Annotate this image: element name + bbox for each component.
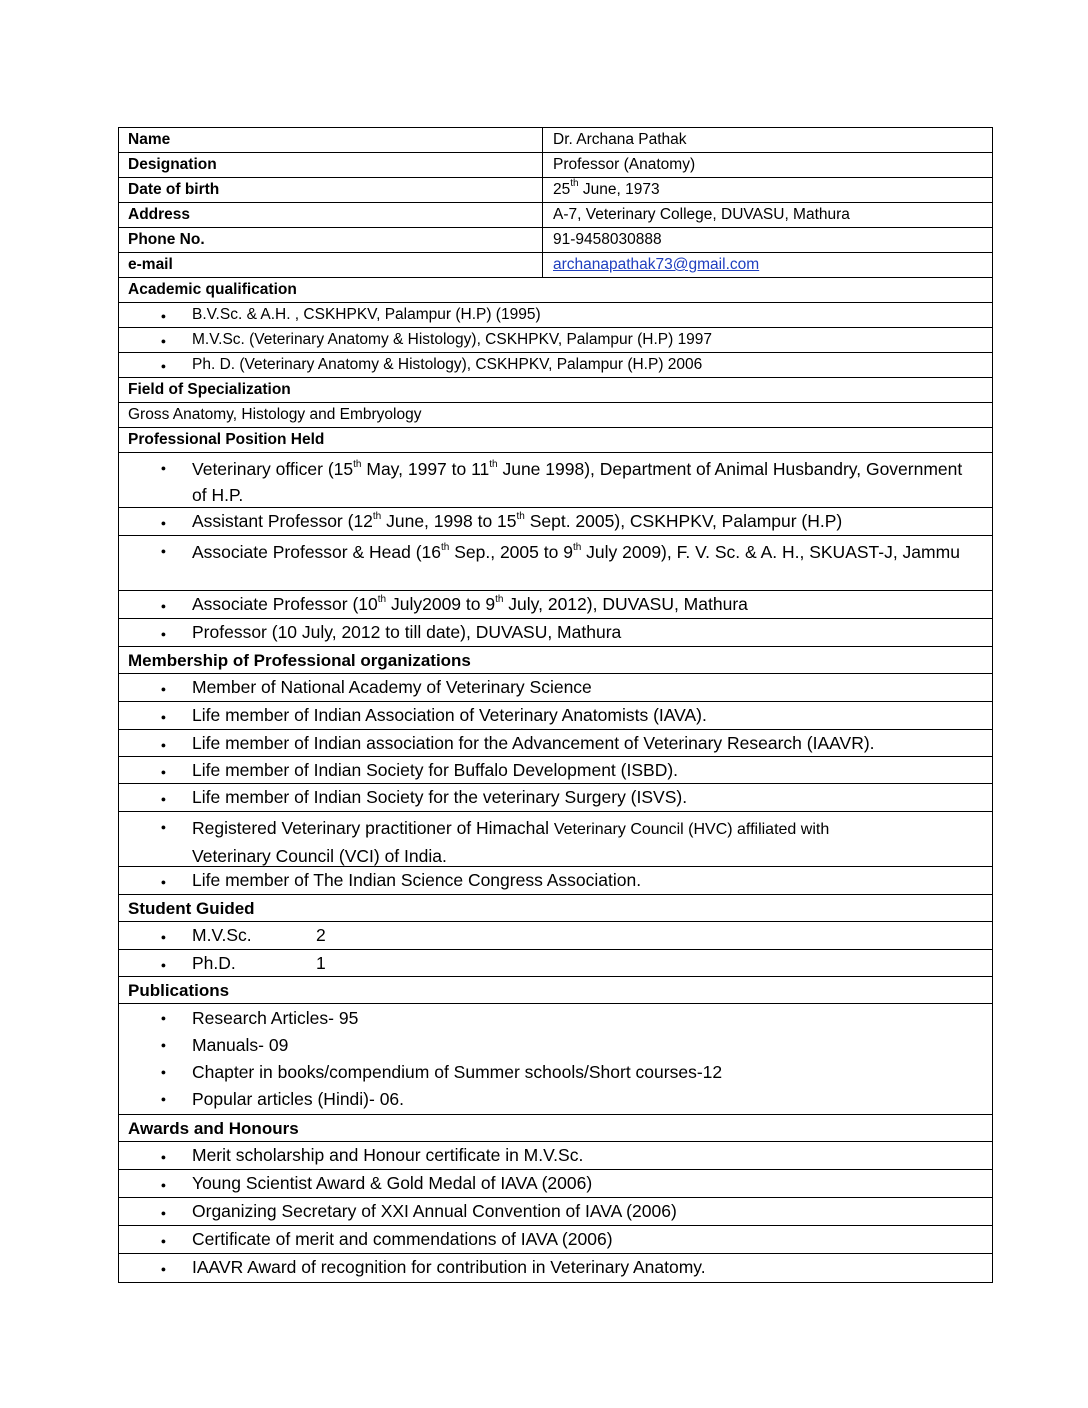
address-value: A-7, Veterinary College, DUVASU, Mathura (553, 206, 850, 223)
phone-label: Phone No. (119, 228, 543, 252)
bullet-icon (119, 456, 192, 481)
publications-list (119, 1004, 993, 1115)
list-item: Popular articles (Hindi)- 06. (192, 1089, 405, 1109)
bullet-icon (119, 1173, 192, 1198)
specialization-heading: Field of Specialization (119, 378, 993, 403)
email-row (119, 253, 993, 278)
list-item: ● Life member of Indian Society for Buffalo Development (ISBD). (119, 757, 993, 784)
bullet-icon (119, 539, 192, 564)
bullet-icon (119, 733, 192, 758)
list-item: Chapter in books/compendium of Summer schools/Short courses-12 (192, 1062, 723, 1082)
list-item: ● Associate Professor (10th July2009 to 9th July, 2012), DUVASU, Mathura (119, 591, 993, 619)
email-value (543, 253, 992, 277)
phone-value: 91-9458030888 (553, 231, 662, 248)
name-value: Dr. Archana Pathak (553, 131, 687, 148)
list-item: ● Life member of Indian Society for the veterinary Surgery (ISVS). (119, 784, 993, 812)
list-item: ● Certificate of merit and commendations of IAVA (2006) (119, 1226, 993, 1254)
bullet-icon: ● (160, 1067, 167, 1077)
bullet-icon (119, 1201, 192, 1226)
phone-row (119, 228, 993, 253)
list-item: ● Merit scholarship and Honour certificate in M.V.Sc. (119, 1142, 993, 1170)
awards-heading: Awards and Honours (119, 1115, 993, 1142)
list-item: ● IAAVR Award of recognition for contribution in Veterinary Anatomy. (119, 1254, 993, 1283)
dob-day: 25 (553, 181, 571, 198)
publications-heading: Publications (119, 977, 993, 1004)
list-item: ● Assistant Professor (12th June, 1998 to 15th Sept. 2005), CSKHPKV, Palampur (H.P) (119, 508, 993, 536)
list-item: ● Member of National Academy of Veterinary Science (119, 674, 993, 702)
academic-heading: Academic qualification (119, 278, 993, 303)
dob-rest: June, 1973 (578, 181, 660, 198)
email-link[interactable]: archanapathak73@gmail.com (553, 256, 760, 273)
list-item: ● M.V.Sc. 2 (119, 922, 993, 950)
dob-sup: th (570, 178, 579, 189)
bullet-icon (119, 870, 192, 895)
designation-row (119, 153, 993, 178)
bullet-icon (119, 1229, 192, 1254)
bullet-icon (119, 925, 192, 950)
name-row (119, 128, 993, 153)
list-item: ● B.V.Sc. & A.H. , CSKHPKV, Palampur (H.P) (1995) (119, 303, 993, 328)
bullet-icon (119, 705, 192, 730)
bullet-icon (119, 1257, 192, 1282)
bullet-icon: ● (160, 1040, 167, 1050)
bullet-icon (119, 622, 192, 647)
bullet-icon (119, 787, 192, 812)
bullet-icon (119, 953, 192, 978)
students-heading: Student Guided (119, 895, 993, 922)
bullet-icon (119, 1145, 192, 1170)
bullet-icon: ● (160, 1013, 167, 1023)
list-item: ● Life member of Indian Association of Veterinary Anatomists (IAVA). (119, 702, 993, 730)
list-item: ● Organizing Secretary of XXI Annual Convention of IAVA (2006) (119, 1198, 993, 1226)
list-item: ● Life member of Indian association for the Advancement of Veterinary Research (IAAVR). (119, 730, 993, 757)
list-item: ● Associate Professor & Head (16th Sep., 2005 to 9th July 2009), F. V. Sc. & A. H., SKUAST-J, Jammu (119, 536, 993, 591)
email-label: e-mail (119, 253, 543, 277)
cv-table (118, 127, 993, 1283)
bullet-icon (119, 815, 192, 840)
list-item: ● Ph.D. 1 (119, 950, 993, 977)
bullet-icon (119, 356, 192, 379)
bullet-icon: ● (160, 1094, 167, 1104)
dob-row (119, 178, 993, 203)
designation-label: Designation (119, 153, 543, 177)
list-item: ● M.V.Sc. (Veterinary Anatomy & Histology), CSKHPKV, Palampur (H.P) 1997 (119, 328, 993, 353)
bullet-icon (119, 677, 192, 702)
bullet-icon (119, 306, 192, 329)
specialization-value: Gross Anatomy, Histology and Embryology (119, 403, 993, 428)
list-item: ● Ph. D. (Veterinary Anatomy & Histology), CSKHPKV, Palampur (H.P) 2006 (119, 353, 993, 378)
list-item: ● Registered Veterinary practitioner of Himachal Veterinary Council (HVC) affiliated with Veterinary Council (VCI) of India. (119, 812, 993, 867)
address-label: Address (119, 203, 543, 227)
list-item: Research Articles- 95 (192, 1008, 359, 1028)
list-item: ● Young Scientist Award & Gold Medal of IAVA (2006) (119, 1170, 993, 1198)
positions-heading: Professional Position Held (119, 428, 993, 453)
list-item: ● Veterinary officer (15th May, 1997 to 11th June 1998), Department of Animal Husbandry, Government of H.P. (119, 453, 993, 508)
membership-heading: Membership of Professional organizations (119, 647, 993, 674)
list-item: ● Life member of The Indian Science Congress Association. (119, 867, 993, 895)
dob-label: Date of birth (119, 178, 543, 202)
bullet-icon (119, 594, 192, 619)
list-item: ● Professor (10 July, 2012 to till date), DUVASU, Mathura (119, 619, 993, 647)
bullet-icon (119, 1005, 192, 1113)
dob-value (543, 178, 992, 202)
list-item: Manuals- 09 (192, 1035, 289, 1055)
bullet-icon (119, 760, 192, 785)
name-label: Name (119, 128, 543, 152)
bullet-icon (119, 511, 192, 536)
designation-value: Professor (Anatomy) (553, 156, 696, 173)
address-row (119, 203, 993, 228)
bullet-icon (119, 331, 192, 354)
